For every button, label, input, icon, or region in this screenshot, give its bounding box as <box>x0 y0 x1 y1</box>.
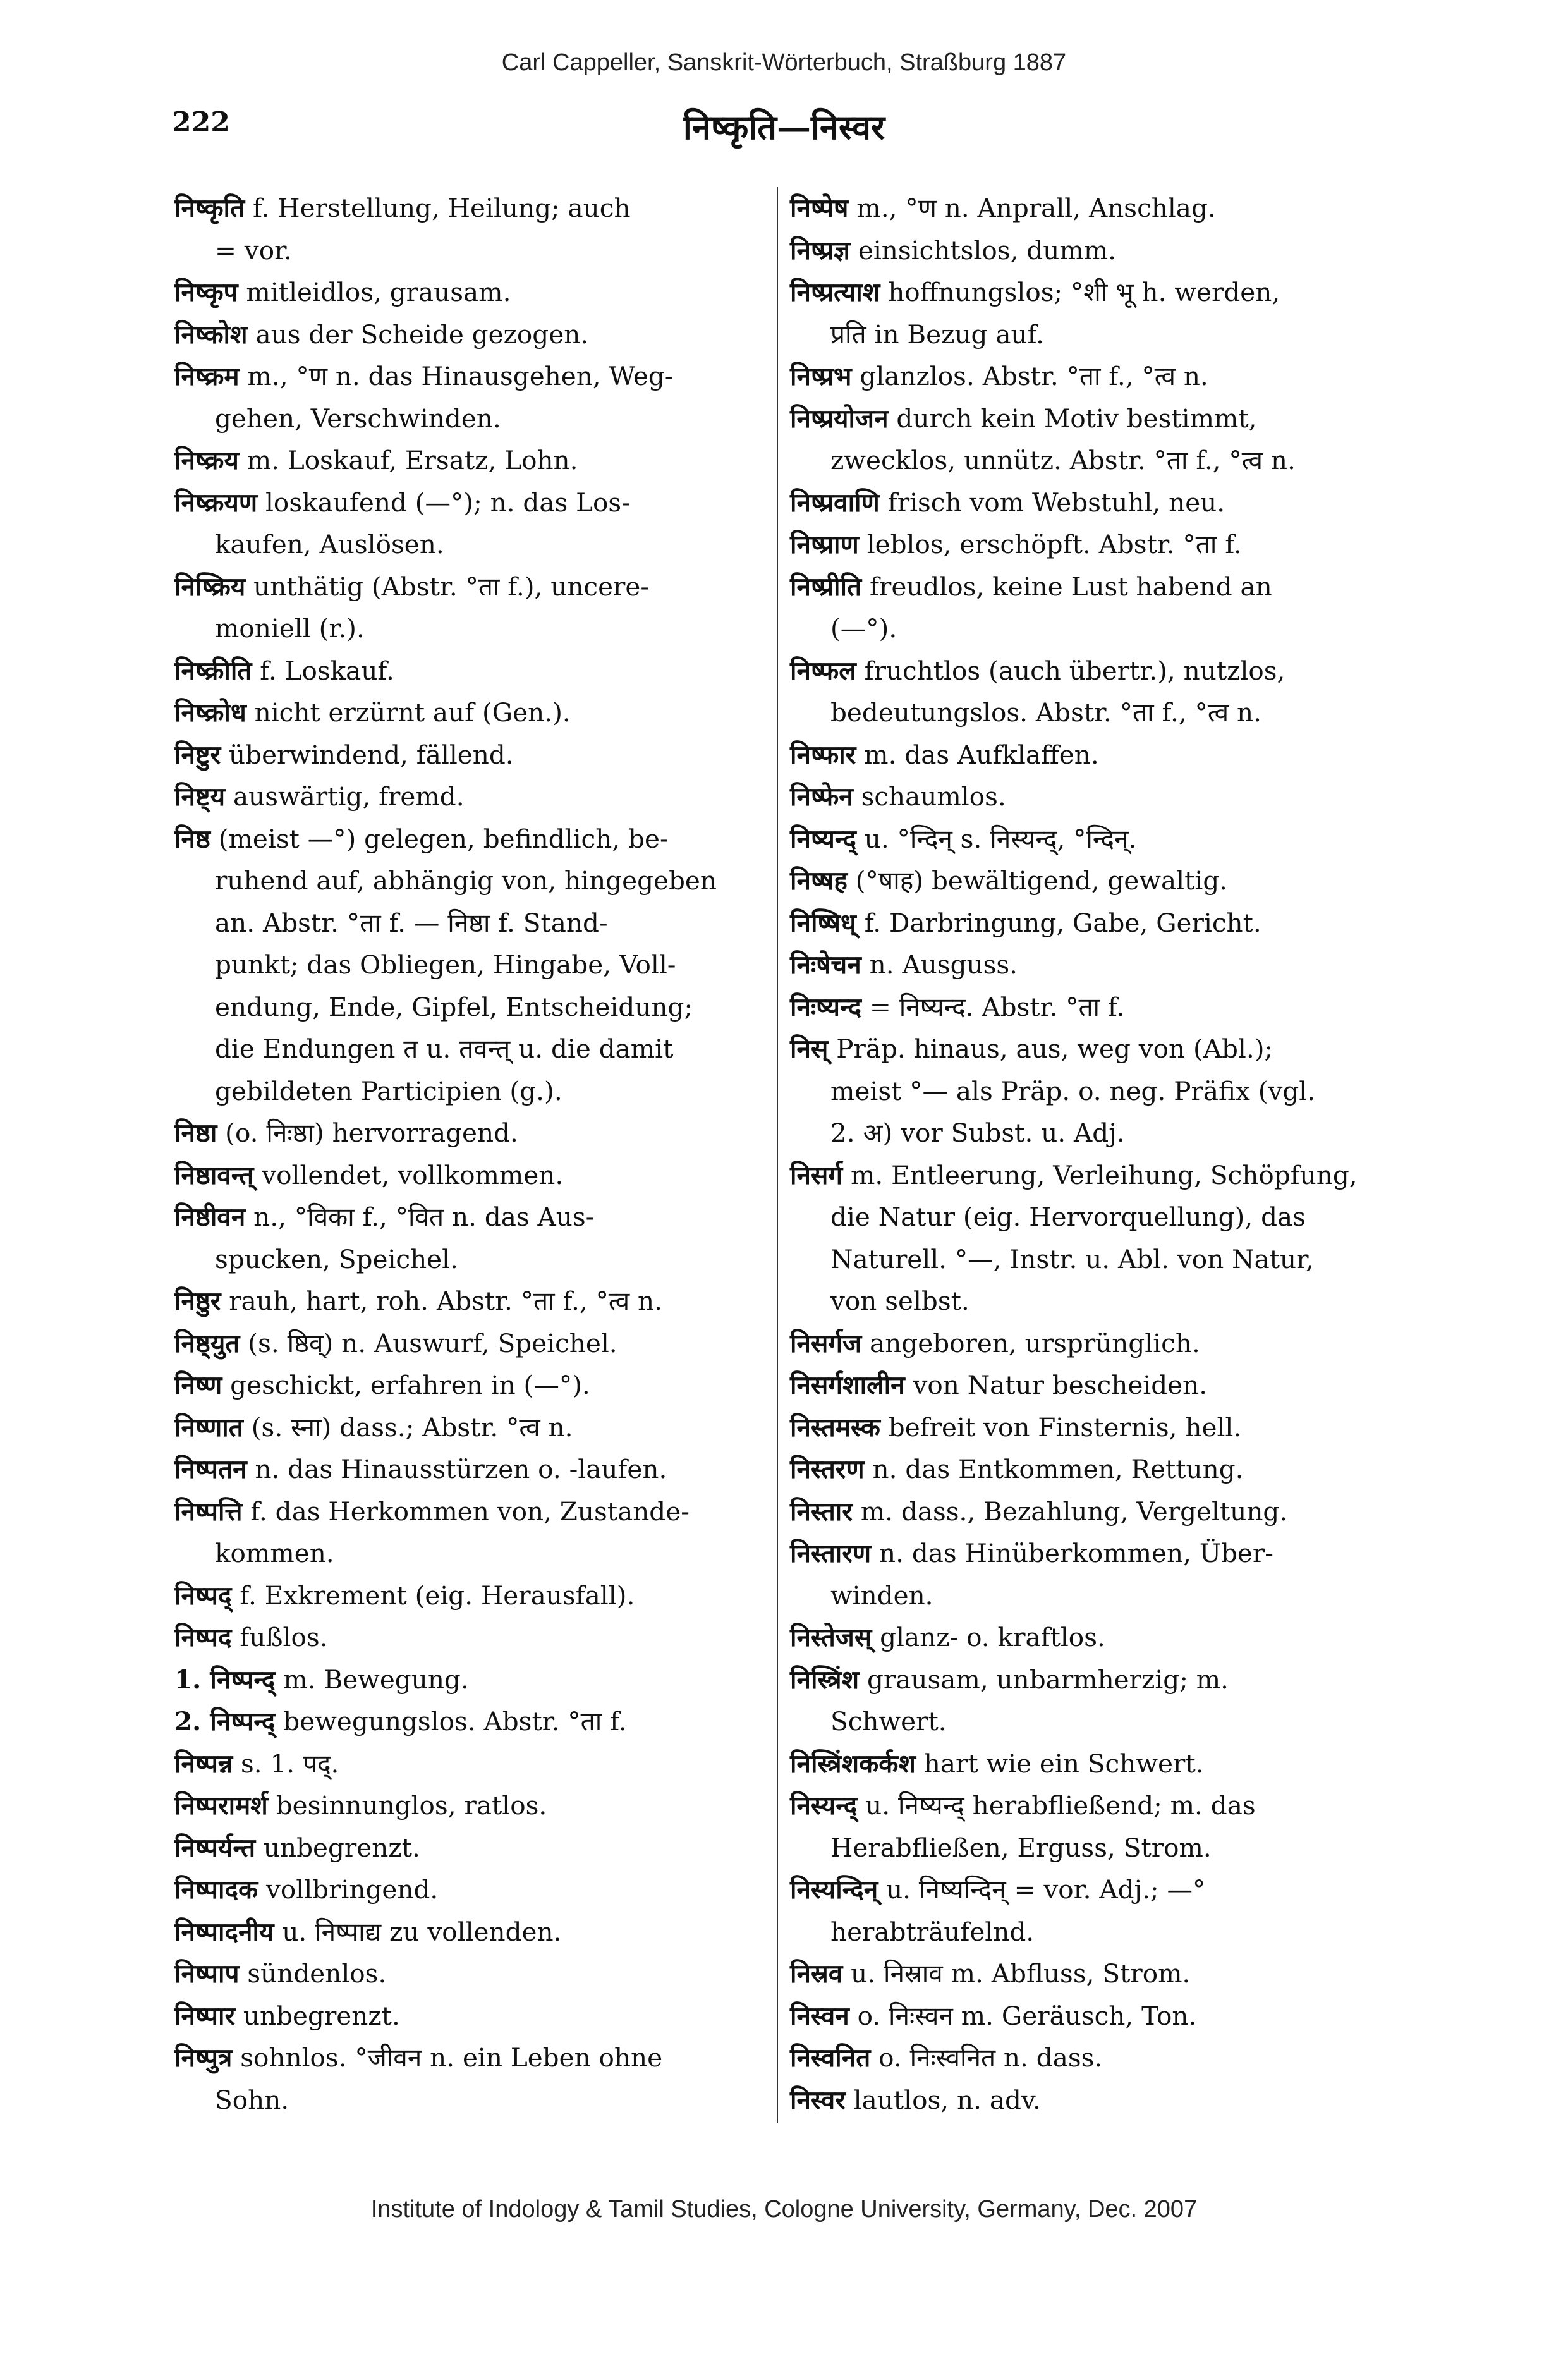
entry-headword: निष्क्रम <box>174 361 240 391</box>
dictionary-entry <box>174 1953 765 1995</box>
entry-definition: m., °ण n. Anprall, Anschlag. <box>848 193 1216 223</box>
entry-definition: f. Herstellung, Heilung; auch <box>245 193 631 223</box>
entry-definition: m. Bewegung. <box>275 1664 469 1695</box>
entry-continuation: प्रति in Bezug auf. <box>830 319 1045 350</box>
entry-headword: निसर्गशालीन <box>790 1370 905 1400</box>
entry-definition: n., °विका f., °वित n. das Aus- <box>245 1202 595 1232</box>
dictionary-entry <box>174 1322 765 1365</box>
dictionary-entry <box>790 1322 1381 1365</box>
dictionary-entry <box>790 734 1381 776</box>
entry-headword: 2. निष्पन्द् <box>174 1706 276 1736</box>
entry-definition: f. Exkrement (eig. Herausfall). <box>231 1580 635 1611</box>
dictionary-entry <box>174 1491 765 1533</box>
entry-definition: glanz- o. kraftlos. <box>872 1622 1105 1652</box>
entry-definition: n. Ausguss. <box>861 949 1018 980</box>
entry-definition: n. das Entkommen, Rettung. <box>864 1454 1244 1484</box>
entry-headword: निष्ठावन्त् <box>174 1159 254 1190</box>
entry-headword: निस्तारण <box>790 1538 872 1568</box>
entry-continuation: gehen, Verschwinden. <box>215 403 501 434</box>
dictionary-entry <box>790 1448 1381 1491</box>
entry-continuation: Sohn. <box>215 2084 289 2115</box>
entry-headword: निस्वर <box>790 2084 846 2115</box>
dictionary-entry <box>174 439 765 482</box>
entry-headword: निष्पार <box>174 2000 236 2031</box>
entry-headword: निष्क्रोध <box>174 697 246 728</box>
entry-definition: besinnunglos, ratlos. <box>267 1790 547 1821</box>
entry-definition: m. dass., Bezahlung, Vergeltung. <box>852 1496 1288 1527</box>
dictionary-entry <box>174 314 765 356</box>
entry-definition: = निष्यन्द. Abstr. °ता f. <box>861 991 1125 1022</box>
entry-definition: angeboren, ursprünglich. <box>861 1327 1200 1358</box>
entry-headword: निष्प्राण <box>790 529 859 559</box>
entry-continuation: meist °— als Präp. o. neg. Präfix (vgl. <box>830 1075 1316 1106</box>
entry-definition: schaumlos. <box>853 781 1006 812</box>
entry-definition: hoffnungslos; °शी भू h. werden, <box>880 277 1280 307</box>
entry-headword: निस्रव <box>790 1958 843 1989</box>
entry-continuation: moniell (r.). <box>215 613 365 644</box>
entry-headword: निष्यन्द् <box>790 823 856 854</box>
dictionary-entry <box>174 776 765 818</box>
entry-definition: f. Loskauf. <box>252 655 394 686</box>
entry-continuation: 2. अ) vor Subst. u. Adj. <box>830 1118 1125 1148</box>
dictionary-entry <box>174 1659 765 1701</box>
entry-definition: auswärtig, fremd. <box>225 781 465 812</box>
dictionary-entry <box>174 2037 765 2079</box>
dictionary-entry <box>174 1784 765 1827</box>
dictionary-entry <box>790 1743 1381 1785</box>
entry-headword: निष्ण <box>174 1370 222 1400</box>
dictionary-entry <box>790 1784 1381 1827</box>
entry-continuation: Naturell. °—, Instr. u. Abl. von Natur, <box>830 1243 1314 1274</box>
entry-headword: निष्पादक <box>174 1874 258 1905</box>
dictionary-entry <box>790 271 1381 314</box>
entry-continuation: = vor. <box>215 235 292 265</box>
entry-definition: geschickt, erfahren in (—°). <box>222 1370 590 1400</box>
entry-headword: निष्ठ <box>174 823 210 854</box>
entry-definition: vollendet, vollkommen. <box>253 1159 564 1190</box>
page-heading: निष्कृति—निस्वर <box>683 107 885 147</box>
entry-definition: unthätig (Abstr. °ता f.), uncere- <box>245 571 650 602</box>
entry-definition: s. 1. पद्. <box>233 1748 339 1779</box>
dictionary-entry <box>790 776 1381 818</box>
entry-definition: sündenlos. <box>239 1958 387 1989</box>
entry-definition: fußlos. <box>231 1622 328 1652</box>
entry-headword: निष्प्रयोजन <box>790 403 889 434</box>
dictionary-entry <box>174 1743 765 1785</box>
entry-headword: निस्तरण <box>790 1454 865 1484</box>
entry-headword: निष्ठुर <box>174 1286 221 1316</box>
entry-headword: निस्यन्द् <box>790 1790 858 1821</box>
entry-headword: निष्पद <box>174 1622 232 1652</box>
entry-headword: निस्वन <box>790 2000 849 2031</box>
entry-headword: निस्त्रिंशकर्कश <box>790 1748 916 1779</box>
entry-headword: निष्पादनीय <box>174 1916 274 1947</box>
entry-definition: m. Entleerung, Verleihung, Schöpfung, <box>842 1159 1358 1190</box>
entry-definition: m., °ण n. das Hinausgehen, Weg- <box>239 361 674 391</box>
dictionary-entry <box>790 1953 1381 1995</box>
dictionary-entry <box>790 902 1381 944</box>
entry-definition: (°षाह) bewältigend, gewaltig. <box>847 865 1228 896</box>
entry-headword: निस् <box>790 1034 829 1064</box>
entry-continuation: ruhend auf, abhängig von, hingegeben <box>215 865 717 896</box>
entry-headword: निष्क्रयण <box>174 487 258 518</box>
entry-definition: loskaufend (—°); n. das Los- <box>257 487 630 518</box>
entry-definition: überwindend, fällend. <box>221 739 514 770</box>
dictionary-entry <box>790 523 1381 566</box>
entry-definition: bewegungslos. Abstr. °ता f. <box>275 1706 627 1736</box>
dictionary-entry <box>174 1869 765 1911</box>
entry-continuation: die Endungen त u. तवन्त् u. die damit <box>215 1034 674 1064</box>
entry-definition: mitleidlos, grausam. <box>238 277 511 307</box>
dictionary-entry <box>790 1364 1381 1406</box>
entry-headword: निस्तार <box>790 1496 853 1527</box>
entry-headword: निष्पर्यन्त <box>174 1832 256 1863</box>
dictionary-entry <box>174 692 765 734</box>
entry-continuation: punkt; das Obliegen, Hingabe, Voll- <box>215 949 676 980</box>
dictionary-entry <box>174 1196 765 1238</box>
entry-continuation: die Natur (eig. Hervorquellung), das <box>830 1202 1306 1232</box>
entry-headword: निःषेचन <box>790 949 861 980</box>
dictionary-entry <box>790 482 1381 524</box>
dictionary-entry <box>790 187 1381 229</box>
dictionary-entry <box>790 650 1381 692</box>
dictionary-entry <box>174 566 765 608</box>
entry-headword: निष्टुर <box>174 739 221 770</box>
entry-definition: f. das Herkommen von, Zustande- <box>242 1496 690 1527</box>
dictionary-entry <box>790 1028 1381 1070</box>
dictionary-entry <box>174 1112 765 1154</box>
entry-definition: (s. ष्ठिव्) n. Auswurf, Speichel. <box>240 1327 617 1358</box>
entry-headword: निस्तेजस् <box>790 1622 872 1652</box>
entry-headword: 1. निष्पन्द् <box>174 1664 276 1695</box>
entry-headword: निस्त्रिंश <box>790 1664 860 1695</box>
entry-definition: lautlos, n. adv. <box>845 2084 1041 2115</box>
entry-headword: निष्प्रत्याश <box>790 277 880 307</box>
dictionary-entry <box>790 1869 1381 1911</box>
entry-definition: m. das Aufklaffen. <box>856 739 1099 770</box>
entry-definition: aus der Scheide gezogen. <box>247 319 589 350</box>
entry-definition: (meist —°) gelegen, befindlich, be- <box>210 823 669 854</box>
dictionary-entry <box>790 1406 1381 1449</box>
dictionary-entry <box>174 482 765 524</box>
entry-definition: unbegrenzt. <box>235 2000 400 2031</box>
entry-definition: u. निष्यन्दिन् = vor. Adj.; —° <box>878 1874 1206 1905</box>
entry-continuation: kommen. <box>215 1538 334 1568</box>
dictionary-entry <box>174 650 765 692</box>
dictionary-entry <box>174 818 765 860</box>
dictionary-entry <box>174 187 765 229</box>
entry-headword: निस्तमस्क <box>790 1412 880 1443</box>
entry-continuation: von selbst. <box>830 1286 969 1316</box>
dictionary-entry <box>790 355 1381 398</box>
entry-headword: निस्यन्दिन् <box>790 1874 878 1905</box>
entry-headword: निष्ठीवन <box>174 1202 246 1232</box>
entry-continuation: Herabfließen, Erguss, Strom. <box>830 1832 1212 1863</box>
entry-continuation: kaufen, Auslösen. <box>215 529 444 559</box>
entry-definition: sohnlos. °जीवन n. ein Leben ohne <box>232 2042 663 2073</box>
entry-headword: निष्पन्न <box>174 1748 233 1779</box>
entry-headword: निष्फेन <box>790 781 853 812</box>
entry-continuation: gebildeten Participien (g.). <box>215 1075 562 1106</box>
dictionary-entry <box>790 1616 1381 1659</box>
dictionary-entry <box>174 734 765 776</box>
entry-headword: निष्प्रभ <box>790 361 852 391</box>
entry-definition: glanzlos. Abstr. °ता f., °त्व n. <box>851 361 1208 391</box>
entry-headword: निष्कृप <box>174 277 238 307</box>
dictionary-entry <box>174 1616 765 1659</box>
column-divider <box>777 187 778 2123</box>
dictionary-entry <box>790 2037 1381 2079</box>
entry-definition: frisch vom Webstuhl, neu. <box>879 487 1225 518</box>
entry-definition: o. निःस्वन m. Geräusch, Ton. <box>849 2000 1197 2031</box>
dictionary-entry <box>790 986 1381 1028</box>
dictionary-entry <box>790 2079 1381 2121</box>
entry-headword: निस्वनित <box>790 2042 871 2073</box>
entry-definition: (o. निःष्ठा) hervorragend. <box>217 1118 518 1148</box>
entry-headword: निष्ठा <box>174 1118 217 1148</box>
dictionary-entry <box>174 1280 765 1322</box>
entry-headword: निष्प्रीति <box>790 571 862 602</box>
entry-headword: निष्क्रय <box>174 445 239 475</box>
dictionary-entry <box>174 1406 765 1449</box>
dictionary-entry <box>790 1154 1381 1197</box>
entry-definition: vollbringend. <box>258 1874 439 1905</box>
entry-headword: निष्प्रज्ञ <box>790 235 851 265</box>
entry-headword: निष्ट्य <box>174 781 226 812</box>
entry-definition: grausam, unbarmherzig; m. <box>859 1664 1229 1695</box>
entry-headword: निष्फार <box>790 739 856 770</box>
entry-headword: निष्णात <box>174 1412 243 1443</box>
entry-definition: durch kein Motiv bestimmt, <box>888 403 1257 434</box>
entry-headword: निष्प्रवाणि <box>790 487 880 518</box>
entry-definition: nicht erzürnt auf (Gen.). <box>246 697 571 728</box>
dictionary-entry <box>790 1532 1381 1575</box>
dictionary-entry <box>790 944 1381 986</box>
entry-headword: निष्पाप <box>174 1958 240 1989</box>
entry-headword: निष्पद् <box>174 1580 232 1611</box>
source-header: Carl Cappeller, Sanskrit-Wörterbuch, Straßburg 1887 <box>501 49 1067 76</box>
entry-headword: निष्फल <box>790 655 856 686</box>
entry-definition: n. das Hinausstürzen o. -laufen. <box>246 1454 667 1484</box>
dictionary-entry <box>174 1364 765 1406</box>
entry-continuation: spucken, Speichel. <box>215 1243 458 1274</box>
entry-continuation: zwecklos, unnütz. Abstr. °ता f., °त्व n. <box>830 445 1296 475</box>
dictionary-entry <box>790 398 1381 440</box>
entry-headword: निष्कोश <box>174 319 248 350</box>
entry-headword: निष्ठ्युत <box>174 1327 240 1358</box>
entry-definition: u. निस्राव m. Abfluss, Strom. <box>842 1958 1191 1989</box>
entry-definition: fruchtlos (auch übertr.), nutzlos, <box>856 655 1285 686</box>
entry-definition: hart wie ein Schwert. <box>915 1748 1204 1779</box>
dictionary-entry <box>790 1995 1381 2037</box>
dictionary-entry <box>790 1659 1381 1701</box>
footer-credit: Institute of Indology & Tamil Studies, Cologne University, Germany, Dec. 2007 <box>370 2196 1198 2223</box>
entry-continuation: bedeutungslos. Abstr. °ता f., °त्व n. <box>830 697 1261 728</box>
dictionary-entry <box>790 1491 1381 1533</box>
dictionary-entry <box>790 818 1381 860</box>
entry-definition: unbegrenzt. <box>255 1832 420 1863</box>
dictionary-entry <box>790 566 1381 608</box>
dictionary-entry <box>174 1827 765 1869</box>
left-column <box>174 187 765 2121</box>
dictionary-entry <box>174 1154 765 1197</box>
dictionary-entry <box>174 355 765 398</box>
entry-headword: निष्पत्ति <box>174 1496 243 1527</box>
entry-continuation: winden. <box>830 1580 933 1611</box>
entry-definition: Präp. hinaus, aus, weg von (Abl.); <box>828 1034 1273 1064</box>
entry-headword: निष्पुत्र <box>174 2042 233 2073</box>
entry-definition: befreit von Finsternis, hell. <box>880 1412 1242 1443</box>
entry-headword: निष्पतन <box>174 1454 247 1484</box>
entry-headword: निष्पेष <box>790 193 849 223</box>
dictionary-entry <box>790 860 1381 902</box>
entry-definition: n. das Hinüberkommen, Über- <box>871 1538 1273 1568</box>
entry-continuation: (—°). <box>830 613 897 644</box>
entry-continuation: an. Abstr. °ता f. — निष्ठा f. Stand- <box>215 907 608 938</box>
dictionary-entry <box>174 271 765 314</box>
entry-definition: leblos, erschöpft. Abstr. °ता f. <box>858 529 1242 559</box>
entry-definition: von Natur bescheiden. <box>904 1370 1208 1400</box>
entry-definition: o. निःस्वनित n. dass. <box>870 2042 1103 2073</box>
entry-headword: निसर्ग <box>790 1159 843 1190</box>
entry-definition: rauh, hart, roh. Abstr. °ता f., °त्व n. <box>221 1286 662 1316</box>
page-number: 222 <box>172 106 230 138</box>
entry-headword: निष्कृति <box>174 193 245 223</box>
entry-definition: f. Darbringung, Gabe, Gericht. <box>856 907 1261 938</box>
entry-headword: निष्परामर्श <box>174 1790 268 1821</box>
entry-headword: निष्षिध् <box>790 907 856 938</box>
dictionary-entry <box>174 1995 765 2037</box>
dictionary-entry <box>174 1700 765 1743</box>
entry-definition: u. °न्दिन् s. निस्यन्द्, °न्दिन्. <box>856 823 1137 854</box>
entry-continuation: Schwert. <box>830 1706 947 1736</box>
entry-definition: u. निष्यन्द् herabfließend; m. das <box>857 1790 1256 1821</box>
entry-definition: u. निष्पाद्य zu vollenden. <box>274 1916 562 1947</box>
entry-definition: m. Loskauf, Ersatz, Lohn. <box>238 445 578 475</box>
entry-definition: einsichtslos, dumm. <box>850 235 1117 265</box>
dictionary-entry <box>174 1911 765 1953</box>
entry-headword: निष्षह <box>790 865 848 896</box>
dictionary-entry <box>174 1575 765 1617</box>
dictionary-entry <box>790 229 1381 272</box>
entry-headword: निष्क्रिय <box>174 571 246 602</box>
entry-definition: freudlos, keine Lust habend an <box>861 571 1272 602</box>
entry-continuation: herabträufelnd. <box>830 1916 1035 1947</box>
dictionary-entry <box>174 1448 765 1491</box>
entry-headword: निःष्यन्द <box>790 991 862 1022</box>
entry-definition: (s. स्ना) dass.; Abstr. °त्व n. <box>243 1412 573 1443</box>
right-column <box>790 187 1381 2121</box>
entry-continuation: endung, Ende, Gipfel, Entscheidung; <box>215 991 693 1022</box>
entry-headword: निसर्गज <box>790 1327 862 1358</box>
entry-headword: निष्क्रीति <box>174 655 252 686</box>
